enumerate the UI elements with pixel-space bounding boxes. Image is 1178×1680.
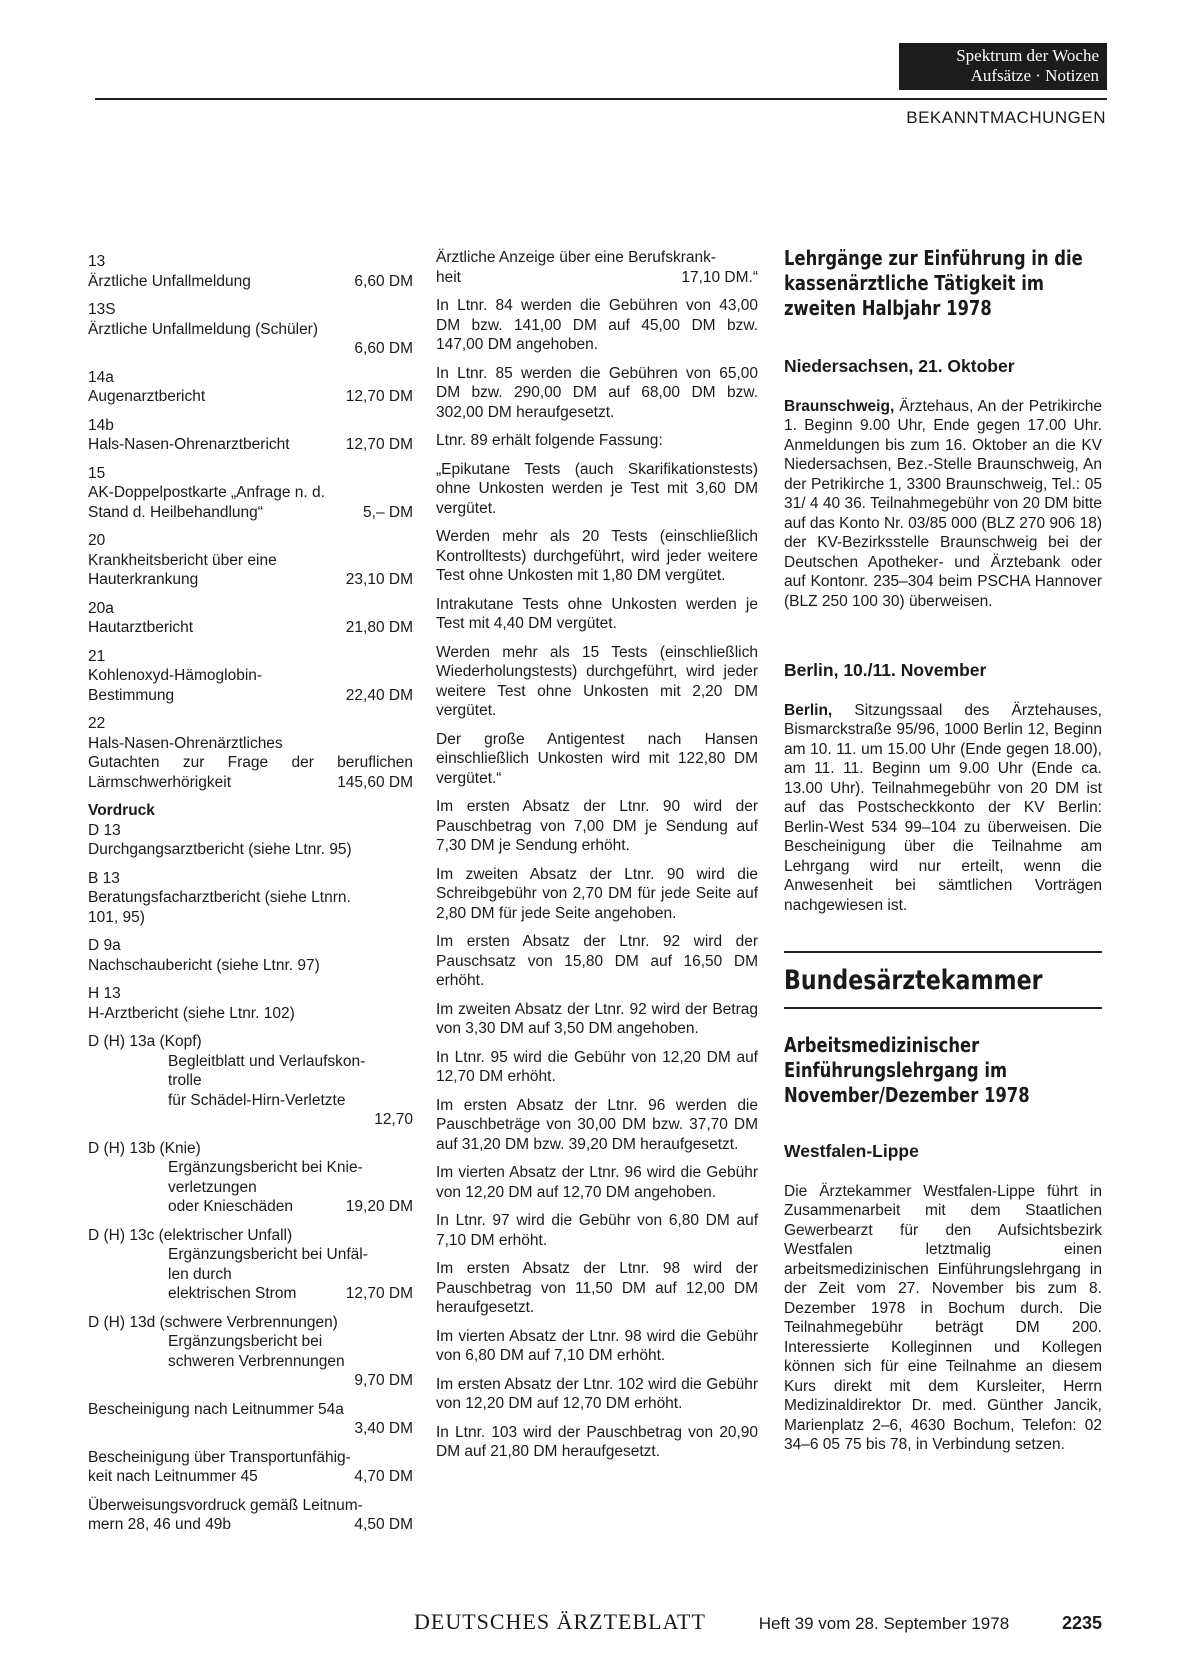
entry-number: 20a (88, 599, 114, 617)
form-entry-b13 (88, 869, 413, 928)
entry-number: 15 (88, 464, 106, 482)
entry-label: für Schädel-Hirn-Verletzte (168, 1091, 346, 1109)
amendment-paragraph: Im ersten Absatz der Ltnr. 98 wird der Pauschbetrag von 11,50 DM auf 12,00 DM heraufgesetzt. (436, 1260, 758, 1316)
entry-label: Beratungsfacharztbericht (siehe Ltnrn. (88, 889, 351, 906)
form-entry-h13 (88, 984, 413, 1023)
amendment-paragraph: In Ltnr. 95 wird die Gebühr von 12,20 DM auf 12,70 DM erhöht. (436, 1048, 758, 1085)
entry-price: 6,60 DM (354, 272, 413, 290)
entry-price: 3,40 DM (354, 1420, 413, 1437)
page-number: 2235 (1061, 1613, 1102, 1633)
amendments-column (436, 248, 758, 1471)
form-entry-d13 (88, 821, 413, 860)
form-entry-dh13a (88, 1032, 413, 1130)
entry-label: elektrischen Strom (168, 1285, 297, 1302)
amendment-paragraph: Im ersten Absatz der Ltnr. 90 wird der Pauschbetrag von 7,00 DM je Sendung auf 7,30 DM je Sendung erhöht. (436, 798, 758, 854)
entry-label: Bescheinigung nach Leitnummer 54a (88, 1400, 344, 1418)
entry-price: 9,70 DM (354, 1372, 413, 1389)
amendment-paragraph: In Ltnr. 85 werden die Gebühren von 65,00 DM bzw. 290,00 DM auf 68,00 DM bzw. 302,00 DM heraufgesetzt. (436, 364, 758, 421)
rubric-line-2: Aufsätze · Notizen (970, 66, 1099, 85)
entry-label: Lärmschwerhörigkeit (88, 773, 231, 791)
entry-label: Ergänzungsbericht bei (168, 1333, 323, 1350)
form-entry-d9a (88, 936, 413, 975)
entry-label: Begleitblatt und Verlaufskon- (168, 1052, 366, 1070)
entry-label: H-Arztbericht (siehe Ltnr. 102) (88, 1004, 295, 1022)
entry-label: Hals-Nasen-Ohrenarztbericht (88, 436, 290, 453)
announcements-column (784, 246, 1102, 1455)
entry-label: Ergänzungsbericht bei Unfäl- (168, 1246, 368, 1263)
entry-number: 13S (88, 301, 116, 318)
entry-label: AK-Doppelpostkarte „Anfrage n. d. (88, 484, 325, 501)
entry-label: Stand d. Heilbehandlung“ (88, 503, 263, 521)
entry-price: 22,40 DM (345, 686, 413, 704)
form-entry-dh13d (88, 1313, 413, 1391)
entry-number: D (H) 13b (Knie) (88, 1139, 201, 1157)
entry-label: Hals-Nasen-Ohrenärztliches (88, 734, 283, 752)
entry-label: keit nach Leitnummer 45 (88, 1468, 258, 1485)
fee-entry-22 (88, 714, 413, 792)
vordruck-heading: Vordruck (88, 802, 155, 819)
amendment-paragraph: Im ersten Absatz der Ltnr. 92 wird der Pauschsatz von 15,80 DM auf 16,50 DM erhöht. (436, 933, 758, 989)
entry-number: 21 (88, 647, 106, 665)
entry-price: 12,70 DM (345, 1285, 413, 1302)
entry-price: 21,80 DM (345, 619, 413, 636)
entry-label: Gutachten zur Frage der beruflichen (88, 754, 413, 771)
place-lead: Braunschweig, (784, 397, 895, 415)
entry-price: 12,70 (374, 1111, 413, 1128)
entry-label: Durchgangsarztbericht (siehe Ltnr. 95) (88, 841, 352, 858)
entry-number: 20 (88, 532, 106, 549)
berlin-paragraph (784, 701, 1102, 916)
form-entry-dh13c (88, 1226, 413, 1304)
entry-label: schweren Verbrennungen (168, 1352, 345, 1370)
entry-label: Hautarztbericht (88, 619, 194, 636)
fee-entry-14b (88, 416, 413, 455)
amendment-paragraph: Im vierten Absatz der Ltnr. 98 wird die Gebühr von 6,80 DM auf 7,10 DM erhöht. (436, 1327, 758, 1364)
entry-number: 14b (88, 416, 114, 434)
fee-entry-13s (88, 300, 413, 359)
entry-label: Kohlenoxyd-Hämoglobin- (88, 667, 263, 684)
fee-entry-14a (88, 368, 413, 407)
entry-label: Ärztliche Unfallmeldung (Schüler) (88, 320, 319, 338)
rubric-badge (899, 43, 1107, 90)
entry-number: H 13 (88, 985, 121, 1002)
amendment-paragraph: Im ersten Absatz der Ltnr. 96 werden die Pauschbeträge von 30,00 DM bzw. 37,70 DM auf 31,20 DM bzw. 39,20 DM heraufgesetzt. (436, 1096, 758, 1153)
amendment-paragraph: Im zweiten Absatz der Ltnr. 92 wird der Betrag von 3,30 DM auf 3,50 DM angehoben. (436, 1000, 758, 1037)
entry-label: Überweisungsvordruck gemäß Leitnum- (88, 1496, 363, 1514)
entry-price: 4,50 DM (354, 1516, 413, 1533)
amendment-paragraph: In Ltnr. 84 werden die Gebühren von 43,00 DM bzw. 141,00 DM auf 45,00 DM bzw. 147,00 DM angehoben. (436, 297, 758, 353)
entry-label: Krankheitsbericht über eine (88, 551, 277, 569)
fee-entry-21 (88, 647, 413, 706)
fee-entry-15 (88, 464, 413, 523)
amendment-paragraph: Im vierten Absatz der Ltnr. 96 wird die Gebühr von 12,20 DM auf 12,70 DM angehoben. (436, 1164, 758, 1201)
entry-price: 12,70 DM (345, 436, 413, 453)
form-entry-bescheinigung (88, 1400, 413, 1439)
entry-price: 19,20 DM (345, 1198, 413, 1215)
entry-number: 14a (88, 368, 114, 386)
entry-number: D (H) 13d (schwere Verbrennungen) (88, 1313, 338, 1331)
entry-price: 145,60 DM (337, 773, 413, 791)
berlin-heading: Berlin, 10./11. November (784, 660, 987, 680)
entry-label: 101, 95) (88, 908, 145, 926)
entry-label: Ärztliche Unfallmeldung (88, 272, 251, 290)
entry-label: Bestimmung (88, 686, 175, 704)
entry-number: 22 (88, 715, 106, 732)
entry-price: 6,60 DM (354, 340, 413, 357)
amendment-paragraph: Werden mehr als 20 Tests (einschließlich Kontrolltests) durchgeführt, wird jeder weitere Test ohne Unkosten mit 1,80 DM vergütet. (436, 528, 758, 584)
form-entry-dh13b (88, 1139, 413, 1217)
form-entry-transport (88, 1448, 413, 1487)
entry-label: trolle (168, 1072, 202, 1089)
amendment-paragraph: In Ltnr. 103 wird der Pauschbetrag von 20,90 DM auf 21,80 DM heraufgesetzt. (436, 1423, 758, 1460)
amendment-paragraph: Intrakutane Tests ohne Unkosten werden je Test mit 4,40 DM vergütet. (436, 595, 758, 632)
amendment-paragraph: „Epikutane Tests (auch Skarifikationstests) ohne Unkosten werden je Test mit 3,60 DM vergütet. (436, 460, 758, 517)
entry-label: oder Knieschäden (168, 1198, 293, 1215)
fee-entry-20a (88, 599, 413, 638)
page-footer (414, 1609, 1102, 1635)
amendment-text: heit (436, 268, 461, 286)
rubric-line-1: Spektrum der Woche (956, 46, 1099, 65)
amendment-paragraph: In Ltnr. 97 wird die Gebühr von 6,80 DM auf 7,10 DM erhöht. (436, 1212, 758, 1249)
fee-entry-13 (88, 252, 413, 291)
westfalen-heading: Westfalen-Lippe (784, 1141, 919, 1161)
entry-label: Ergänzungsbericht bei Knie- (168, 1159, 363, 1176)
arbeitsmedizin-headline: Arbeitsmedizinischer Einführungslehrgang im November/Dezember 1978 (784, 1033, 1030, 1107)
amendment-paragraph: Ltnr. 89 erhält folgende Fassung: (436, 432, 663, 449)
entry-label: Augenarztbericht (88, 388, 206, 405)
amendment-paragraph: Werden mehr als 15 Tests (einschließlich Wiederholungstests) durchgeführt, wird jeder weitere Test ohne Unkosten mit 2,20 DM vergütet. (436, 643, 758, 719)
entry-number: D 9a (88, 937, 121, 954)
entry-price: 5,– DM (363, 503, 413, 521)
fee-entry-20 (88, 531, 413, 590)
paragraph-text: Ärztehaus, An der Petrikirche 1. Beginn 9.00 Uhr, Ende gegen 17.00 Uhr. Anmeldungen bis zum 16. Oktober an die KV Niedersachsen, Bez.-Stelle Braunschweig, An der Petrikirche 1, 3300 Braunschweig, Tel.: 05 31/ 4 40 36. Teilnahmegebühr von 20 DM bitte auf das Konto Nr. 03/85 000 (BLZ 270 906 18) der KV-Bezirksstelle Braunschweig bei der Deutschen Apotheker- und Ärztebank oder auf Kontonr. 235–304 beim PSCHA Hannover (BLZ 250 100 30) überweisen. (784, 397, 1102, 610)
header-rule (95, 98, 1107, 100)
entry-number: D 13 (88, 821, 121, 839)
entry-label: Bescheinigung über Transportunfähig- (88, 1448, 351, 1466)
amendment-paragraph: Der große Antigentest nach Hansen einschließlich Unkosten wird mit 122,80 DM vergütet.“ (436, 730, 758, 787)
journal-title: DEUTSCHES ÄRZTEBLATT (414, 1609, 706, 1634)
amendment-intro (436, 248, 758, 287)
entry-price: 17,10 DM.“ (681, 268, 758, 286)
entry-price: 4,70 DM (354, 1468, 413, 1485)
amendment-paragraph: Im zweiten Absatz der Ltnr. 90 wird die Schreibgebühr von 2,70 DM für jede Seite auf 2,80 DM für jede Seite angehoben. (436, 865, 758, 922)
entry-number: 13 (88, 253, 106, 270)
entry-label: len durch (168, 1265, 232, 1283)
entry-price: 23,10 DM (345, 571, 413, 588)
braunschweig-paragraph (784, 397, 1102, 612)
entry-price: 12,70 DM (345, 388, 413, 405)
entry-label: mern 28, 46 und 49b (88, 1516, 232, 1533)
entry-label: Hauterkrankung (88, 571, 199, 588)
entry-number: B 13 (88, 869, 120, 887)
form-entry-ueberweisung (88, 1496, 413, 1535)
amendment-text: Ärztliche Anzeige über eine Berufskrank- (436, 249, 717, 266)
westfalen-paragraph: Die Ärztekammer Westfalen-Lippe führt in Zusammenarbeit mit dem Staatlichen Gewerbearzt für den Aufsichtsbezirk Westfalen letztmalig einen arbeitsmedizinischen Einführungslehrgang in der Zeit vom 27. November bis zum 8. Dezember 1978 in Bochum durch. Die Teilnahmegebühr beträgt DM 200. Interessierte Kolleginnen und Kollegen können sich für eine Teilnahme an diesem Kurs direkt mit dem Kursleiter, Herrn Medizinaldirektor Dr. med. Günther Jancik, Marienplatz 2–6, 4630 Bochum, Telefon: 02 34–6 05 75 bis 78, in Verbindung setzen. (784, 1182, 1102, 1453)
entry-label: Nachschaubericht (siehe Ltnr. 97) (88, 956, 320, 974)
bundesaerztekammer-heading: Bundesärztekammer (784, 965, 1043, 996)
issue-info: Heft 39 vom 28. September 1978 (758, 1614, 1010, 1633)
place-lead: Berlin, (784, 701, 833, 719)
section-title: BEKANNTMACHUNGEN (906, 108, 1106, 127)
fee-list-column (88, 252, 413, 1544)
entry-number: D (H) 13a (Kopf) (88, 1033, 202, 1050)
entry-number: D (H) 13c (elektrischer Unfall) (88, 1226, 293, 1244)
entry-label: verletzungen (168, 1178, 257, 1196)
niedersachsen-heading: Niedersachsen, 21. Oktober (784, 356, 1015, 376)
course-headline: Lehrgänge zur Einführung in die kassenärztliche Tätigkeit im zweiten Halbjahr 1978 (784, 246, 1083, 320)
amendment-paragraph: Im ersten Absatz der Ltnr. 102 wird die Gebühr von 12,20 DM auf 12,70 DM erhöht. (436, 1375, 758, 1412)
paragraph-text: Sitzungssaal des Ärztehauses, Bismarckstraße 95/96, 1000 Berlin 12, Beginn am 10. 11. um 15.00 Uhr (Ende gegen 18.00), am 11. 11. Beginn um 9.00 Uhr (Ende ca. 13.00 Uhr). Teilnahmegebühr von 20 DM ist auf das Postscheckkonto der KV Berlin: Berlin-West 534 99–104 zu überweisen. Die Bescheinigung über die Teilnahme am Lehrgang wird nur erteilt, wenn die Anwesenheit bei sämtlichen Vorträgen nachgewiesen ist. (784, 701, 1102, 914)
